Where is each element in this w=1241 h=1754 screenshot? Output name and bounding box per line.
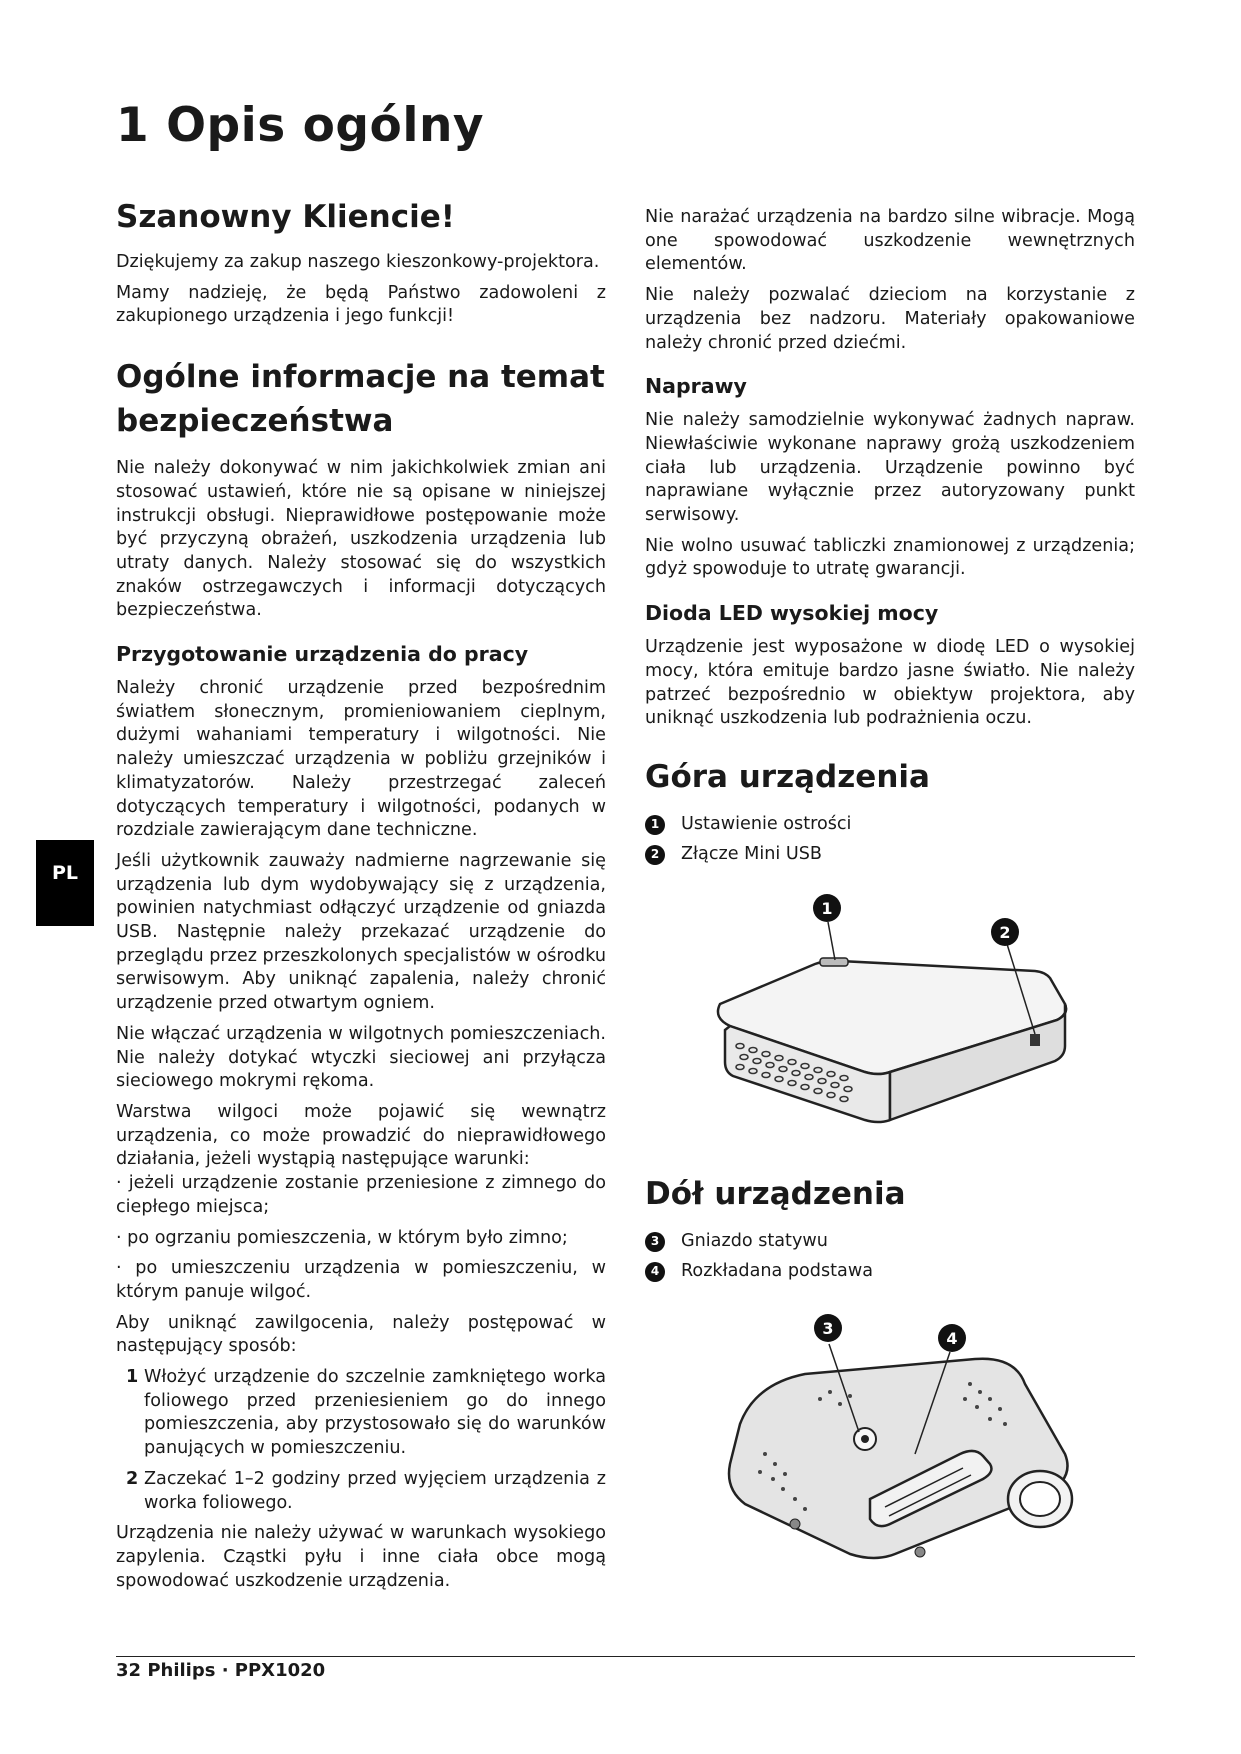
callout-badge-label: 2	[999, 923, 1011, 943]
paragraph: Nie wolno usuwać tabliczki znamionowej z urządzenia; gdyż spowoduje to utratę gwarancji.	[645, 535, 1135, 580]
heading-welcome: Szanowny Kliencie!	[116, 199, 455, 235]
step-number: 2	[126, 1468, 139, 1489]
callout-number-badge: 2	[645, 845, 665, 865]
step-text: Zaczekać 1–2 godziny przed wyjęciem urządzenia z worka foliowego.	[144, 1468, 606, 1513]
callout-badge-label: 1	[821, 899, 833, 919]
legend-item	[645, 1230, 1135, 1254]
paragraph: Aby uniknąć zawilgocenia, należy postępować w następujący sposób:	[116, 1312, 606, 1357]
callout-number-badge: 1	[645, 815, 665, 835]
bullet-item: · po umieszczeniu urządzenia w pomieszczeniu, w którym panuje wilgoć.	[116, 1258, 606, 1302]
paragraph: Mamy nadzieję, że będą Państwo zadowoleni z zakupionego urządzenia i jego funkcji!	[116, 282, 606, 327]
step-item	[116, 1366, 606, 1461]
left-column	[116, 195, 606, 1600]
heading-device-bottom: Dół urządzenia	[645, 1176, 906, 1213]
step-item	[116, 1468, 606, 1515]
paragraph: Dziękujemy za zakup naszego kieszonkowy-projektora.	[116, 252, 600, 272]
heading-device-top: Góra urządzenia	[645, 758, 930, 795]
paragraph: Warstwa wilgoci może pojawić się wewnątrz urządzenia, co może prowadzić do nieprawidłowego działania, jeżeli wystąpią następujące warunki:	[116, 1101, 606, 1170]
lens-inner	[1020, 1482, 1060, 1516]
foot	[790, 1519, 800, 1529]
bullet-item: · po ogrzaniu pomieszczenia, w którym było zimno;	[116, 1227, 568, 1248]
paragraph: Nie należy samodzielnie wykonywać żadnych napraw. Niewłaściwie wykonane naprawy grożą uszkodzeniem ciała lub urządzenia. Urządzenie powinno być naprawiane wyłącznie przez autoryzowany punkt serwisowy.	[645, 410, 1135, 526]
callout-badge-label: 3	[822, 1318, 834, 1338]
callout-number-badge: 3	[645, 1232, 665, 1252]
paragraph: Nie należy dokonywać w nim jakichkolwiek zmian ani stosować ustawień, które nie są opisane w niniejszej instrukcji obsługi. Nieprawidłowe postępowanie może być przyczyną obrażeń, uszkodzenia urządzenia lub utraty danych. Należy stosować się do wszystkich znaków ostrzegawczych i informacji dotyczących bezpieczeństwa.	[116, 458, 606, 621]
legend-item	[645, 1260, 1135, 1284]
footer-divider	[116, 1656, 1135, 1657]
legend-label: Ustawienie ostrości	[681, 813, 852, 834]
page-footer: 32 Philips · PPX1020	[116, 1660, 326, 1681]
legend-item	[645, 813, 1135, 837]
paragraph: Jeśli użytkownik zauważy nadmierne nagrzewanie się urządzenia lub dym wydobywający się z urządzenia, powinien natychmiast odłączyć urządzenie od gniazda USB. Następnie należy przekazać urządzenie do przeglądu przez przeszkolonych specjalistów w ośrodku serwisowym. Aby uniknąć zapalenia, należy chronić urządzenie przed otwartym ogniem.	[116, 850, 606, 1014]
projector-bottom-illustration	[645, 1304, 1135, 1579]
callout-badge-label: 4	[946, 1328, 958, 1348]
page-title: 1 Opis ogólny	[116, 98, 485, 153]
paragraph: Urządzenia nie należy używać w warunkach wysokiego zapylenia. Cząstki pyłu i inne ciała obce mogą spowodować uszkodzenie urządzenia.	[116, 1523, 606, 1591]
legend-label: Złącze Mini USB	[681, 843, 822, 864]
callout-line	[828, 922, 835, 960]
projector-top-drawing	[645, 886, 1135, 1136]
right-column	[645, 206, 1135, 1579]
focus-wheel	[820, 958, 848, 966]
projector-bottom-drawing	[645, 1304, 1135, 1579]
step-text: Włożyć urządzenie do szczelnie zamkniętego worka foliowego przed przeniesieniem go do innego pomieszczenia, aby przystosowało się do warunków panujących w pomieszczeniu.	[144, 1367, 606, 1459]
body-bottom	[729, 1358, 1068, 1557]
paragraph: Należy chronić urządzenie przed bezpośrednim światłem słonecznym, promieniowaniem cieplnym, dużymi wahaniami temperatury i wilgotności. Nie należy umieszczać urządzenia w pobliżu grzejników i klimatyzatorów. Należy przestrzegać zaleceń dotyczących temperatury i wilgotności, podanych w rozdziale zawierającym dane techniczne.	[116, 678, 606, 841]
foot	[915, 1547, 925, 1557]
heading-safety: Ogólne informacje na temat bezpieczeństwa	[116, 359, 605, 440]
callout-number-badge: 4	[645, 1262, 665, 1282]
heading-repairs: Naprawy	[645, 374, 747, 399]
heading-led: Dioda LED wysokiej mocy	[645, 601, 939, 626]
heading-preparation: Przygotowanie urządzenia do pracy	[116, 642, 529, 667]
language-tab: PL	[36, 840, 94, 926]
tripod-socket-center	[861, 1435, 869, 1443]
paragraph: Urządzenie jest wyposażone w diodę LED o wysokiej mocy, która emituje bardzo jasne światło. Nie należy patrzeć bezpośrednio w obiektyw projektora, aby uniknąć uszkodzenia lub podrażnienia oczu.	[645, 637, 1135, 729]
step-number: 1	[126, 1367, 139, 1388]
legend-label: Gniazdo statywu	[681, 1231, 828, 1252]
usb-port	[1030, 1034, 1040, 1046]
paragraph: Nie narażać urządzenia na bardzo silne wibracje. Mogą one spowodować uszkodzenie wewnętrznych elementów.	[645, 207, 1135, 275]
legend-label: Rozkładana podstawa	[681, 1261, 873, 1282]
bullet-item: · jeżeli urządzenie zostanie przeniesione z zimnego do ciepłego miejsca;	[116, 1173, 606, 1217]
legend-item	[645, 843, 1135, 867]
projector-top-illustration	[645, 886, 1135, 1136]
paragraph: Nie włączać urządzenia w wilgotnych pomieszczeniach. Nie należy dotykać wtyczki sieciowej ani przyłącza sieciowego mokrymi rękoma.	[116, 1023, 606, 1092]
paragraph: Nie należy pozwalać dzieciom na korzystanie z urządzenia bez nadzoru. Materiały opakowaniowe należy chronić przed dziećmi.	[645, 285, 1135, 353]
